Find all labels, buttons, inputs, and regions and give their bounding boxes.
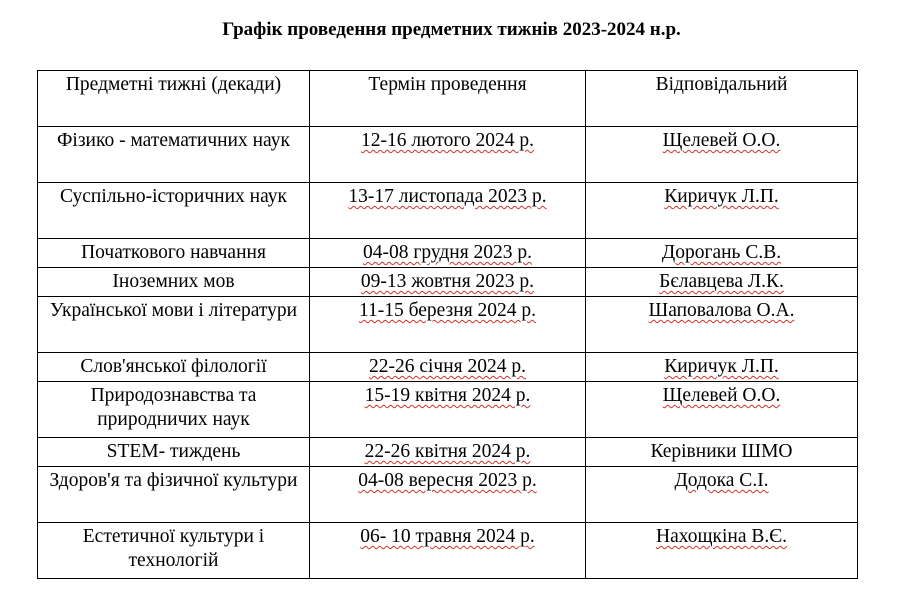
period-cell xyxy=(310,127,586,183)
period-text: 04-08 грудня 2023 р. xyxy=(362,242,533,263)
period-cell xyxy=(310,382,586,438)
period-cell xyxy=(310,297,586,353)
period-cell xyxy=(310,438,586,467)
header-period: Термін проведення xyxy=(310,71,586,127)
period-text: 12-16 лютого 2024 р. xyxy=(360,130,535,151)
subject-cell: Іноземних мов xyxy=(38,268,310,297)
table-row xyxy=(38,382,858,438)
table-row xyxy=(38,353,858,382)
responsible-text: Киричук Л.П. xyxy=(664,356,779,377)
responsible-cell xyxy=(586,353,858,382)
period-text: 22-26 січня 2024 р. xyxy=(368,356,527,377)
period-cell xyxy=(310,467,586,523)
table-row xyxy=(38,268,858,297)
table-row xyxy=(38,438,858,467)
responsible-cell xyxy=(586,127,858,183)
responsible-text: Дорогань С.В. xyxy=(661,242,782,263)
subject-cell: Здоров'я та фізичної культури xyxy=(38,467,310,523)
period-text: 04-08 вересня 2023 р. xyxy=(358,470,537,491)
schedule-table xyxy=(37,70,858,579)
table-row xyxy=(38,297,858,353)
table-row xyxy=(38,239,858,268)
table-header-row xyxy=(38,71,858,127)
table-row xyxy=(38,467,858,523)
responsible-text: Додока С.І. xyxy=(674,470,769,491)
period-text: 11-15 березня 2024 р. xyxy=(358,300,537,321)
responsible-text: Бєлавцева Л.К. xyxy=(659,271,784,292)
period-cell xyxy=(310,523,586,579)
period-text: 13-17 листопада 2023 р. xyxy=(348,186,547,207)
period-text: 06- 10 травня 2024 р. xyxy=(360,526,535,547)
document-title: Графік проведення предметних тижнів 2023-2024 н.р. xyxy=(222,19,681,40)
subject-cell: Естетичної культури і технологій xyxy=(38,523,310,579)
subject-cell: Української мови і літератури xyxy=(38,297,310,353)
responsible-cell xyxy=(586,268,858,297)
responsible-text: Керівники ШМО xyxy=(650,441,793,462)
header-responsible: Відповідальний xyxy=(586,71,858,127)
responsible-cell xyxy=(586,382,858,438)
subject-cell: Природознавства та природничих наук xyxy=(38,382,310,438)
period-cell xyxy=(310,268,586,297)
period-text: 15-19 квітня 2024 р. xyxy=(364,385,531,406)
subject-cell: Суспільно-історичних наук xyxy=(38,183,310,239)
responsible-text: Щелевей О.О. xyxy=(662,130,781,151)
responsible-cell xyxy=(586,467,858,523)
responsible-cell xyxy=(586,239,858,268)
responsible-text: Щелевей О.О. xyxy=(662,385,781,406)
responsible-text: Нахощкіна В.Є. xyxy=(656,526,787,547)
subject-cell: Фізико - математичних наук xyxy=(38,127,310,183)
responsible-text: Шаповалова О.А. xyxy=(648,300,795,321)
responsible-cell xyxy=(586,523,858,579)
subject-cell: Слов'янської філології xyxy=(38,353,310,382)
period-cell xyxy=(310,239,586,268)
table-row xyxy=(38,127,858,183)
period-text: 09-13 жовтня 2023 р. xyxy=(360,271,535,292)
responsible-cell xyxy=(586,438,858,467)
period-cell xyxy=(310,353,586,382)
table-row xyxy=(38,183,858,239)
table-row xyxy=(38,523,858,579)
responsible-cell xyxy=(586,297,858,353)
period-cell xyxy=(310,183,586,239)
responsible-cell xyxy=(586,183,858,239)
period-text: 22-26 квітня 2024 р. xyxy=(364,441,531,462)
header-subject-weeks: Предметні тижні (декади) xyxy=(38,71,310,127)
subject-cell: Початкового навчання xyxy=(38,239,310,268)
subject-cell: STEM- тиждень xyxy=(38,438,310,467)
responsible-text: Киричук Л.П. xyxy=(664,186,779,207)
